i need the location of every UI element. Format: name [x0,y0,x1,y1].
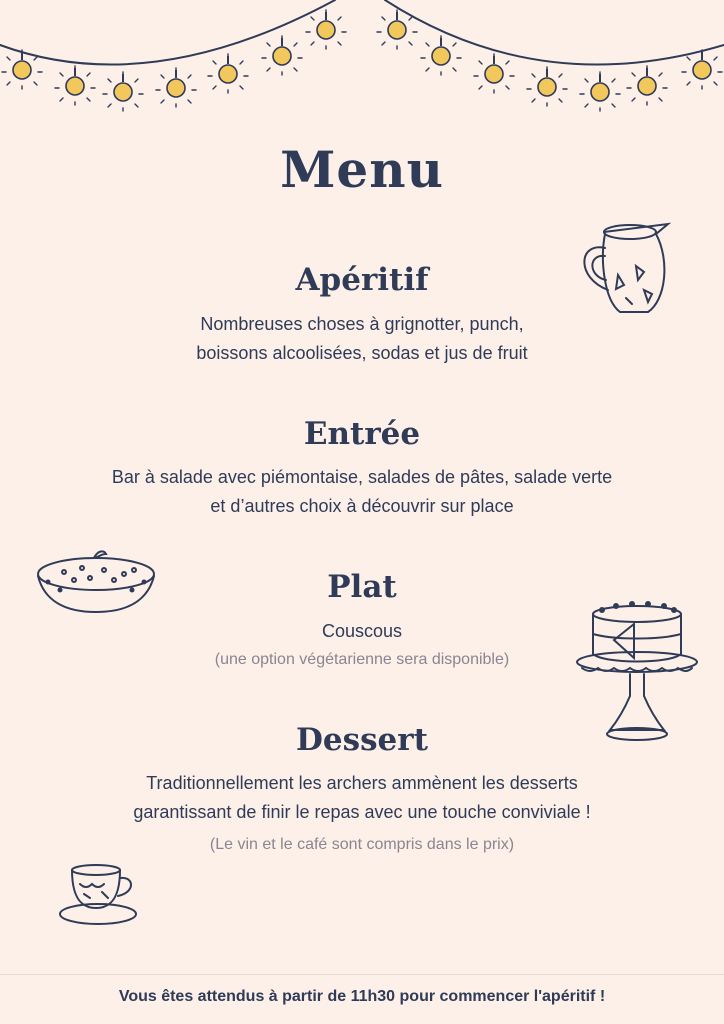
light-bulb-icon [421,36,461,75]
pie-illustration [34,548,158,618]
light-bulb-icon [156,68,196,107]
plat-note: (une option végétarienne sera disponible) [214,651,510,668]
light-bulb-icon [580,72,620,111]
cake-stand-illustration [574,600,700,746]
section-title-plat: Plat [327,569,397,605]
section-title-dessert: Dessert [296,722,428,758]
light-bulb-icon [262,36,302,75]
light-bulb-icon [55,66,95,105]
entree-line-2: et d’autres choix à découvrir sur place [210,496,514,516]
light-bulb-icon [682,50,722,89]
dessert-note: (Le vin et le café sont compris dans le prix) [209,836,515,853]
entree-line-1: Bar à salade avec piémontaise, salades de pâtes, salade verte [111,467,613,487]
light-bulb-icon [627,66,667,105]
menu-title: Menu [280,140,444,199]
aperitif-line-2: boissons alcoolisées, sodas et jus de fruit [196,343,528,363]
jug-illustration [578,220,678,320]
section-title-entree: Entrée [303,416,421,452]
light-bulb-icon [474,54,514,93]
aperitif-line-1: Nombreuses choses à grignotter, punch, [200,314,524,334]
light-bulb-icon [527,67,567,106]
teacup-illustration [58,862,142,934]
section-title-aperitif: Apéritif [295,262,429,298]
plat-line-1: Couscous [321,621,403,641]
light-bulb-icon [103,72,143,111]
footer-divider [0,974,724,975]
light-bulb-icon [306,10,346,49]
footer-note: Vous êtes attendus à partir de 11h30 pour commencer l'apéritif ! [118,988,606,1005]
dessert-line-1: Traditionnellement les archers ammènent les desserts [146,773,578,793]
light-bulb-icon [208,54,248,93]
string-lights [0,0,724,115]
dessert-line-2: garantissant de finir le repas avec une touche conviviale ! [133,802,591,822]
